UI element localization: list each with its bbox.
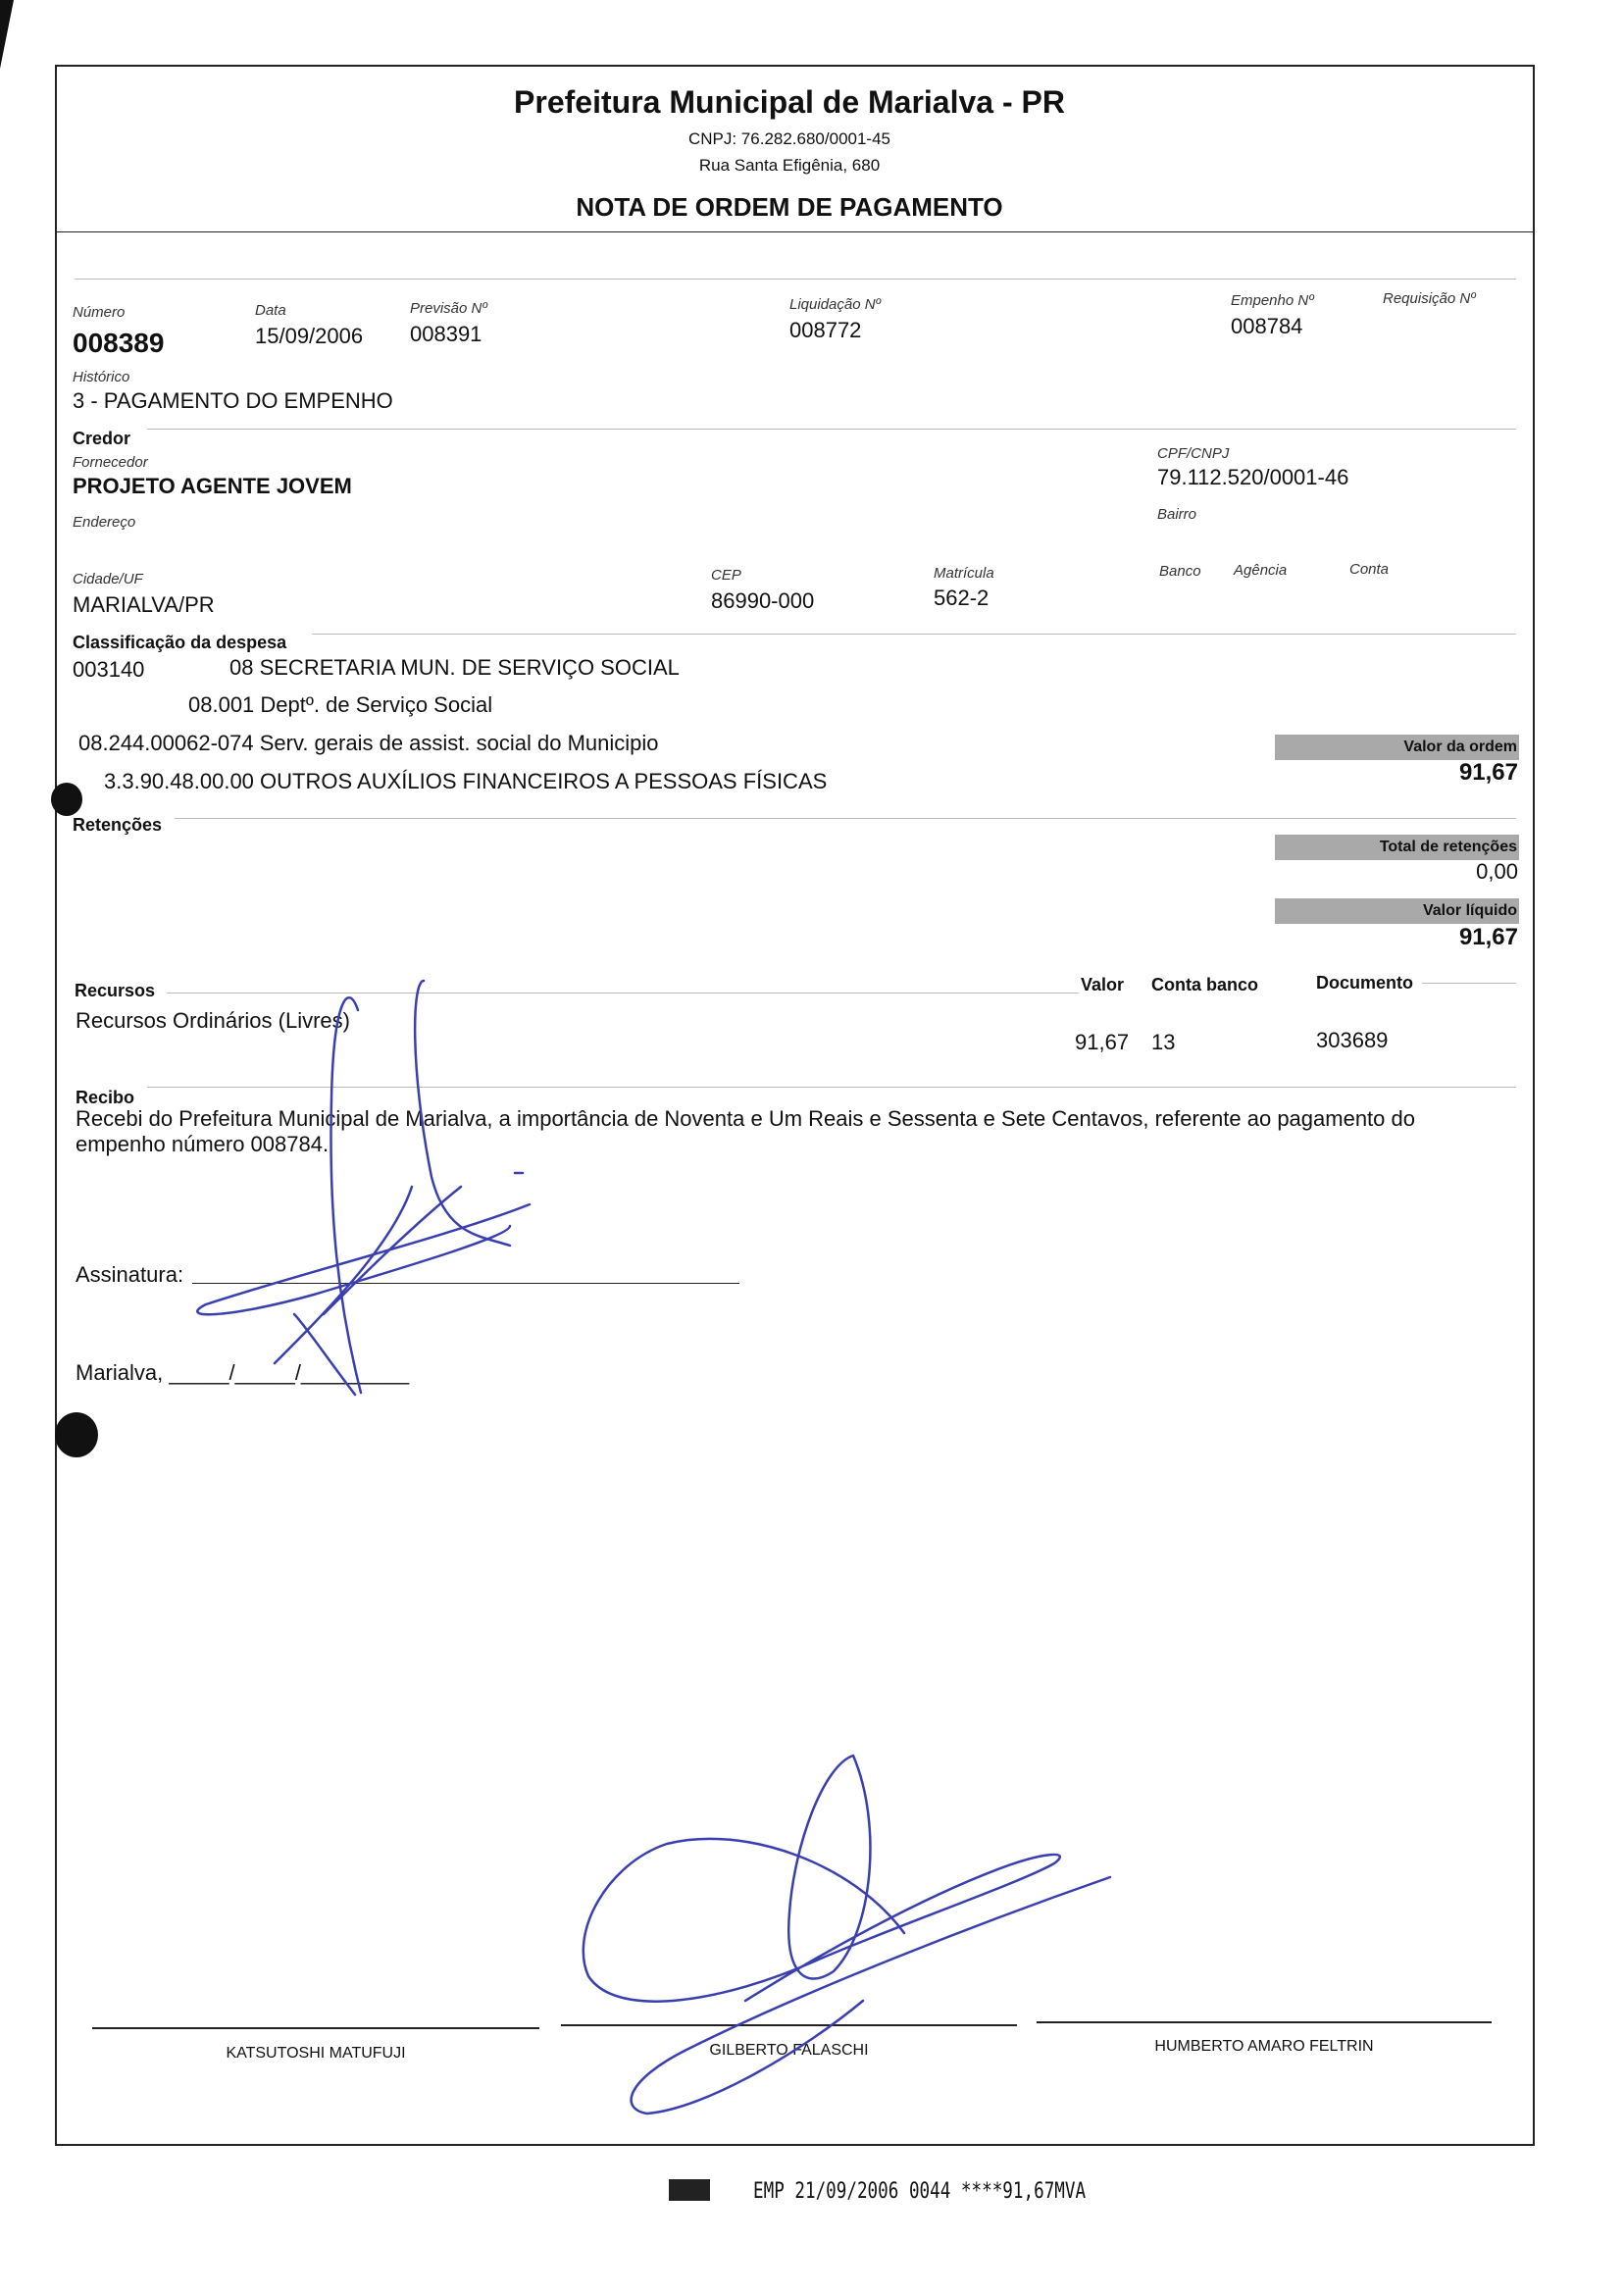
- numero-label: Número: [73, 304, 126, 321]
- recipient-signature: [197, 981, 530, 1395]
- cidade-label: Cidade/UF: [73, 571, 143, 587]
- total-retencoes-value: 0,00: [1476, 859, 1518, 884]
- requisicao-label: Requisição Nº: [1383, 290, 1476, 307]
- liquidacao-value: 008772: [789, 318, 862, 342]
- authentication-stamp: EMP 21/09/2006 0044 ****91,67MVA: [753, 2179, 1087, 2204]
- signatory-2: GILBERTO FALASCHI: [709, 2042, 869, 2059]
- programa: 08.244.00062-074 Serv. gerais de assist. social do Municipio: [78, 731, 659, 755]
- agencia-label: Agência: [1234, 562, 1288, 579]
- recibo-section-title: Recibo: [76, 1088, 135, 1107]
- classificacao-section-title: Classificação da despesa: [73, 633, 287, 652]
- recibo-line-1: Recebi do Prefeitura Municipal de Marialva, a importância de Noventa e Um Reais e Sessenta e Sete Centavos, referente ao pagamento do: [76, 1106, 1415, 1131]
- recurso-conta-banco: 13: [1151, 1030, 1176, 1054]
- banco-label: Banco: [1159, 563, 1201, 580]
- recurso-documento: 303689: [1316, 1028, 1389, 1052]
- previsao-label: Previsão Nº: [410, 300, 487, 317]
- historico-label: Histórico: [73, 369, 130, 385]
- bairro-label: Bairro: [1157, 506, 1197, 523]
- fornecedor-value: PROJETO AGENTE JOVEM: [73, 474, 352, 498]
- recibo-line-2: empenho número 008784.: [76, 1132, 330, 1156]
- cep-label: CEP: [711, 567, 741, 584]
- signatory-1: KATSUTOSHI MATUFUJI: [226, 2045, 406, 2062]
- total-retencoes-label: Total de retenções: [1275, 835, 1519, 860]
- matricula-label: Matrícula: [934, 565, 994, 582]
- liquidacao-label: Liquidação Nº: [789, 296, 882, 313]
- conta-banco-header: Conta banco: [1151, 975, 1259, 994]
- recursos-section-title: Recursos: [75, 981, 156, 1000]
- empenho-label: Empenho Nº: [1231, 292, 1314, 309]
- recurso-valor: 91,67: [1075, 1030, 1130, 1054]
- cpf-label: CPF/CNPJ: [1157, 445, 1230, 462]
- cep-value: 86990-000: [711, 588, 815, 613]
- cidade-value: MARIALVA/PR: [73, 592, 215, 617]
- gilberto-falaschi-signature: [584, 1756, 1110, 2114]
- retencoes-section-title: Retenções: [73, 815, 163, 835]
- cpf-value: 79.112.520/0001-46: [1157, 465, 1349, 489]
- conta-label: Conta: [1349, 561, 1390, 578]
- historico-value: 3 - PAGAMENTO DO EMPENHO: [73, 388, 393, 413]
- address: Rua Santa Efigênia, 680: [698, 156, 881, 175]
- empenho-value: 008784: [1231, 314, 1303, 338]
- numero-value: 008389: [73, 328, 165, 358]
- documento-header: Documento: [1316, 973, 1413, 993]
- valor-liquido-label: Valor líquido: [1275, 898, 1519, 924]
- departamento: 08.001 Deptº. de Serviço Social: [188, 692, 493, 717]
- valor-ordem-label: Valor da ordem: [1275, 735, 1519, 760]
- data-value: 15/09/2006: [255, 324, 364, 348]
- cnpj: CNPJ: 76.282.680/0001-45: [687, 129, 891, 148]
- secretaria: 08 SECRETARIA MUN. DE SERVIÇO SOCIAL: [229, 655, 680, 680]
- recurso-fonte: Recursos Ordinários (Livres): [76, 1008, 350, 1033]
- elemento-despesa: 3.3.90.48.00.00 OUTROS AUXÍLIOS FINANCEIROS A PESSOAS FÍSICAS: [104, 769, 828, 793]
- fornecedor-label: Fornecedor: [73, 454, 148, 471]
- matricula-value: 562-2: [934, 586, 990, 610]
- valor-header: Valor: [1081, 975, 1125, 994]
- signatory-3: HUMBERTO AMARO FELTRIN: [1154, 2038, 1374, 2055]
- classificacao-code: 003140: [73, 657, 145, 682]
- credor-section-title: Credor: [73, 429, 131, 448]
- document-title: NOTA DE ORDEM DE PAGAMENTO: [576, 192, 1003, 222]
- municipality-title: Prefeitura Municipal de Marialva - PR: [514, 84, 1065, 120]
- endereco-label: Endereço: [73, 514, 136, 531]
- assinatura-label: Assinatura:: [76, 1262, 184, 1287]
- valor-liquido-value: 91,67: [1458, 924, 1518, 950]
- previsao-value: 008391: [410, 322, 482, 346]
- local-date: Marialva, _____/_____/_________: [76, 1360, 410, 1385]
- data-label: Data: [255, 302, 286, 319]
- valor-ordem-value: 91,67: [1458, 759, 1518, 786]
